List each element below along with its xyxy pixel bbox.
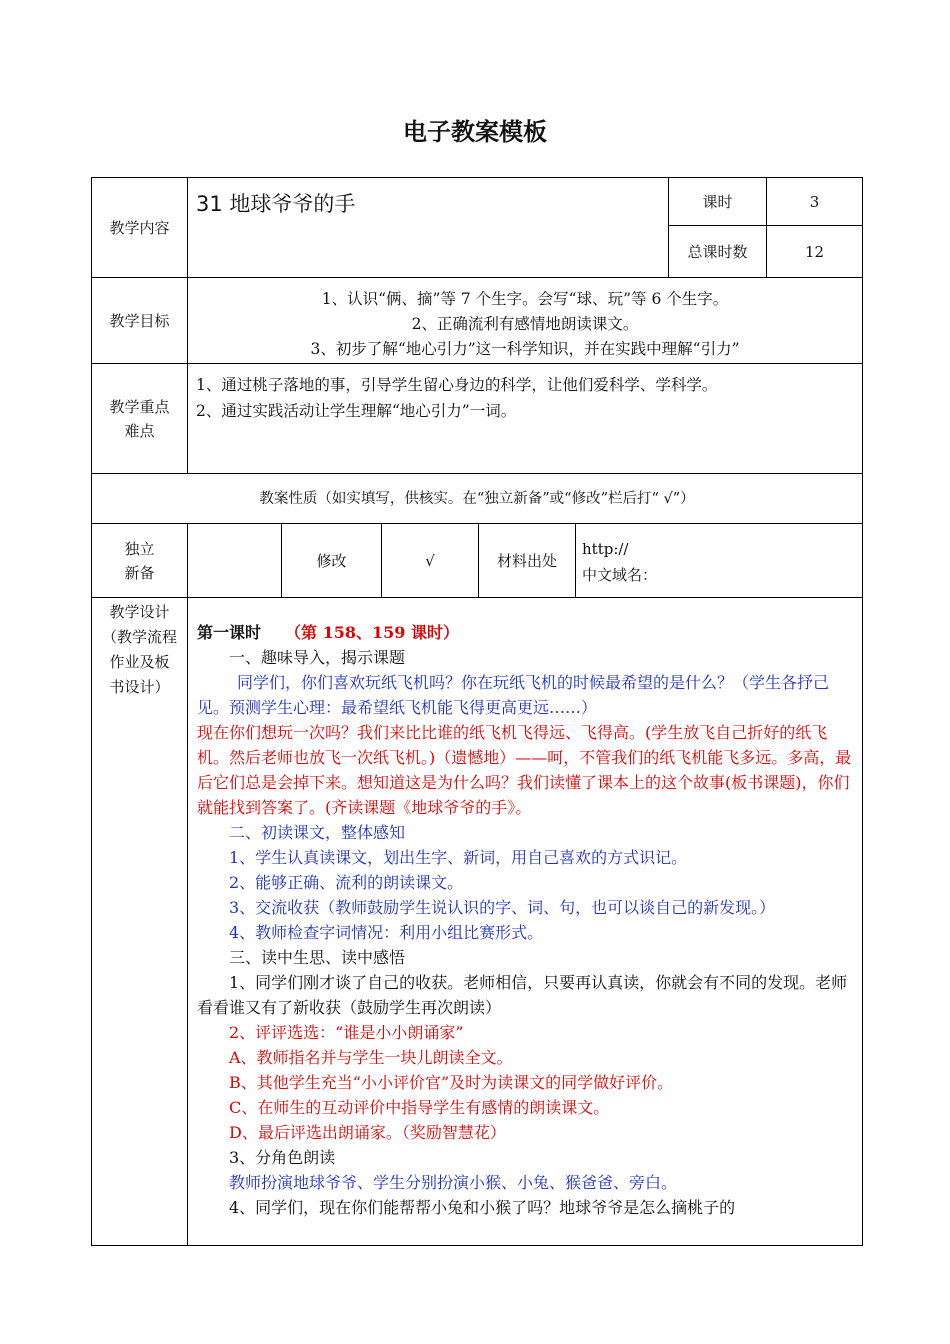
list-item: 2、评评选选：“谁是小小朗诵家” <box>229 1023 464 1042</box>
source-domain: 中文域名： <box>582 566 658 584</box>
keypoints-label: 教学重点 <box>109 397 170 416</box>
objectives-label-cell <box>91 277 188 364</box>
content-label-cell <box>91 177 188 278</box>
nature-note: 教案性质（如实填写，供核实。在“独立新备”或“修改”栏后打“ √”） <box>259 490 695 507</box>
source-url: http:// <box>582 540 629 558</box>
design-label-line: （教学流程 <box>101 628 177 646</box>
source-label-cell <box>478 523 576 598</box>
content-label: 教学内容 <box>109 218 170 237</box>
independent-label-cell <box>91 523 188 598</box>
objectives-cell <box>187 277 863 364</box>
design-label: 教学设计 <box>109 603 170 621</box>
section-heading: 一、趣味导入，揭示课题 <box>229 648 406 667</box>
design-label-line: 书设计） <box>109 678 170 696</box>
design-content-cell <box>187 597 863 1246</box>
paragraph: 教师扮演地球爷爷、学生分别扮演小猴、小兔、猴爸爸、旁白。 <box>229 1173 678 1192</box>
period-value: 3 <box>809 192 820 211</box>
objective-item: 1、认识“俩、摘”等 7 个生字。会写“球、玩”等 6 个生字。 <box>321 290 729 308</box>
design-label-line: 作业及板 <box>109 653 170 671</box>
objective-item: 3、初步了解“地心引力”这一科学知识，并在实践中理解“引力” <box>310 340 740 358</box>
independent-value-cell <box>187 523 282 598</box>
section-heading: 三、读中生思、读中感悟 <box>229 948 406 967</box>
list-item: D、最后评选出朗诵家。（奖励智慧花） <box>229 1123 506 1142</box>
period-label-cell <box>668 177 767 226</box>
period-value-cell <box>766 177 863 226</box>
keypoint-item: 1、通过桃子落地的事，引导学生留心身边的科学，让他们爱科学、学科学。 <box>196 376 718 394</box>
keypoints-cell <box>187 363 863 474</box>
keypoint-item: 2、通过实践活动让学生理解“地心引力”一词。 <box>196 402 517 420</box>
keypoints-label-cell <box>91 363 188 474</box>
source-label: 材料出处 <box>496 551 557 570</box>
period-label: 课时 <box>702 192 733 211</box>
lesson-title: 31 地球爷爷的手 <box>196 192 356 216</box>
independent-label: 独立 <box>124 539 155 558</box>
revise-label: 修改 <box>316 551 347 570</box>
revise-value-cell <box>381 523 479 598</box>
lesson-title-cell <box>187 177 669 278</box>
list-item: 3、交流收获（教师鼓励学生说认识的字、词、句，也可以谈自己的新发现。） <box>229 898 776 917</box>
objective-item: 2、正确流利有感情地朗读课文。 <box>411 315 639 333</box>
paragraph: 4、同学们，现在你们能帮帮小兔和小猴了吗？地球爷爷是怎么摘桃子的 <box>229 1198 736 1217</box>
objectives-label: 教学目标 <box>109 311 170 330</box>
source-value-cell <box>575 523 863 598</box>
paragraph: 现在你们想玩一次吗？我们来比比谁的纸飞机飞得远、飞得高。(学生放飞自己折好的纸飞机。然后老师也放飞一次纸飞机。)（遗憾地）——呵，不管我们的纸飞机能飞多远。多高，最后它们总是会掉下来。想知道这是为什么吗？我们读懂了课本上的这个故事(板书课题)，你们就能找到答案了。(齐读课题《地球爷爷的手》。 <box>197 723 852 817</box>
total-label-cell <box>668 225 767 278</box>
total-label: 总课时数 <box>687 242 748 261</box>
lesson-heading-label: 第一课时 <box>197 623 262 642</box>
revise-checkmark: √ <box>425 551 435 570</box>
paragraph: 同学们，你们喜欢玩纸飞机吗？你在玩纸飞机的时候最希望的是什么？（学生各抒己见。预测学生心理：最希望纸飞机能飞得更高更远……） <box>197 673 830 717</box>
list-item: C、在师生的互动评价中指导学生有感情的朗读课文。 <box>229 1098 610 1117</box>
page-title: 电子教案模板 <box>403 118 547 146</box>
total-value-cell <box>766 225 863 278</box>
independent-label-2: 新备 <box>124 563 155 582</box>
design-label-cell <box>91 597 188 1246</box>
list-item: 1、学生认真读课文，划出生字、新词，用自己喜欢的方式识记。 <box>229 848 688 867</box>
keypoints-label-2: 难点 <box>124 421 155 440</box>
nature-note-cell <box>91 473 863 524</box>
list-item: 4、教师检查字词情况：利用小组比赛形式。 <box>229 923 544 942</box>
section-heading: 二、初读课文，整体感知 <box>229 823 406 842</box>
paragraph: 1、同学们刚才谈了自己的收获。老师相信，只要再认真读，你就会有不同的发现。老师看看谁又有了新收获（鼓励学生再次朗读） <box>197 973 848 1017</box>
list-item: 2、能够正确、流利的朗读课文。 <box>229 873 464 892</box>
list-item: B、其他学生充当“小小评价官”及时为读课文的同学做好评价。 <box>229 1073 674 1092</box>
revise-label-cell <box>281 523 382 598</box>
list-item: 3、分角色朗读 <box>229 1148 336 1167</box>
lesson-heading <box>197 620 854 645</box>
lesson-heading-note: （第 158、159 课时） <box>285 623 459 642</box>
list-item: A、教师指名并与学生一块儿朗读全文。 <box>229 1048 513 1067</box>
total-value: 12 <box>804 242 825 261</box>
